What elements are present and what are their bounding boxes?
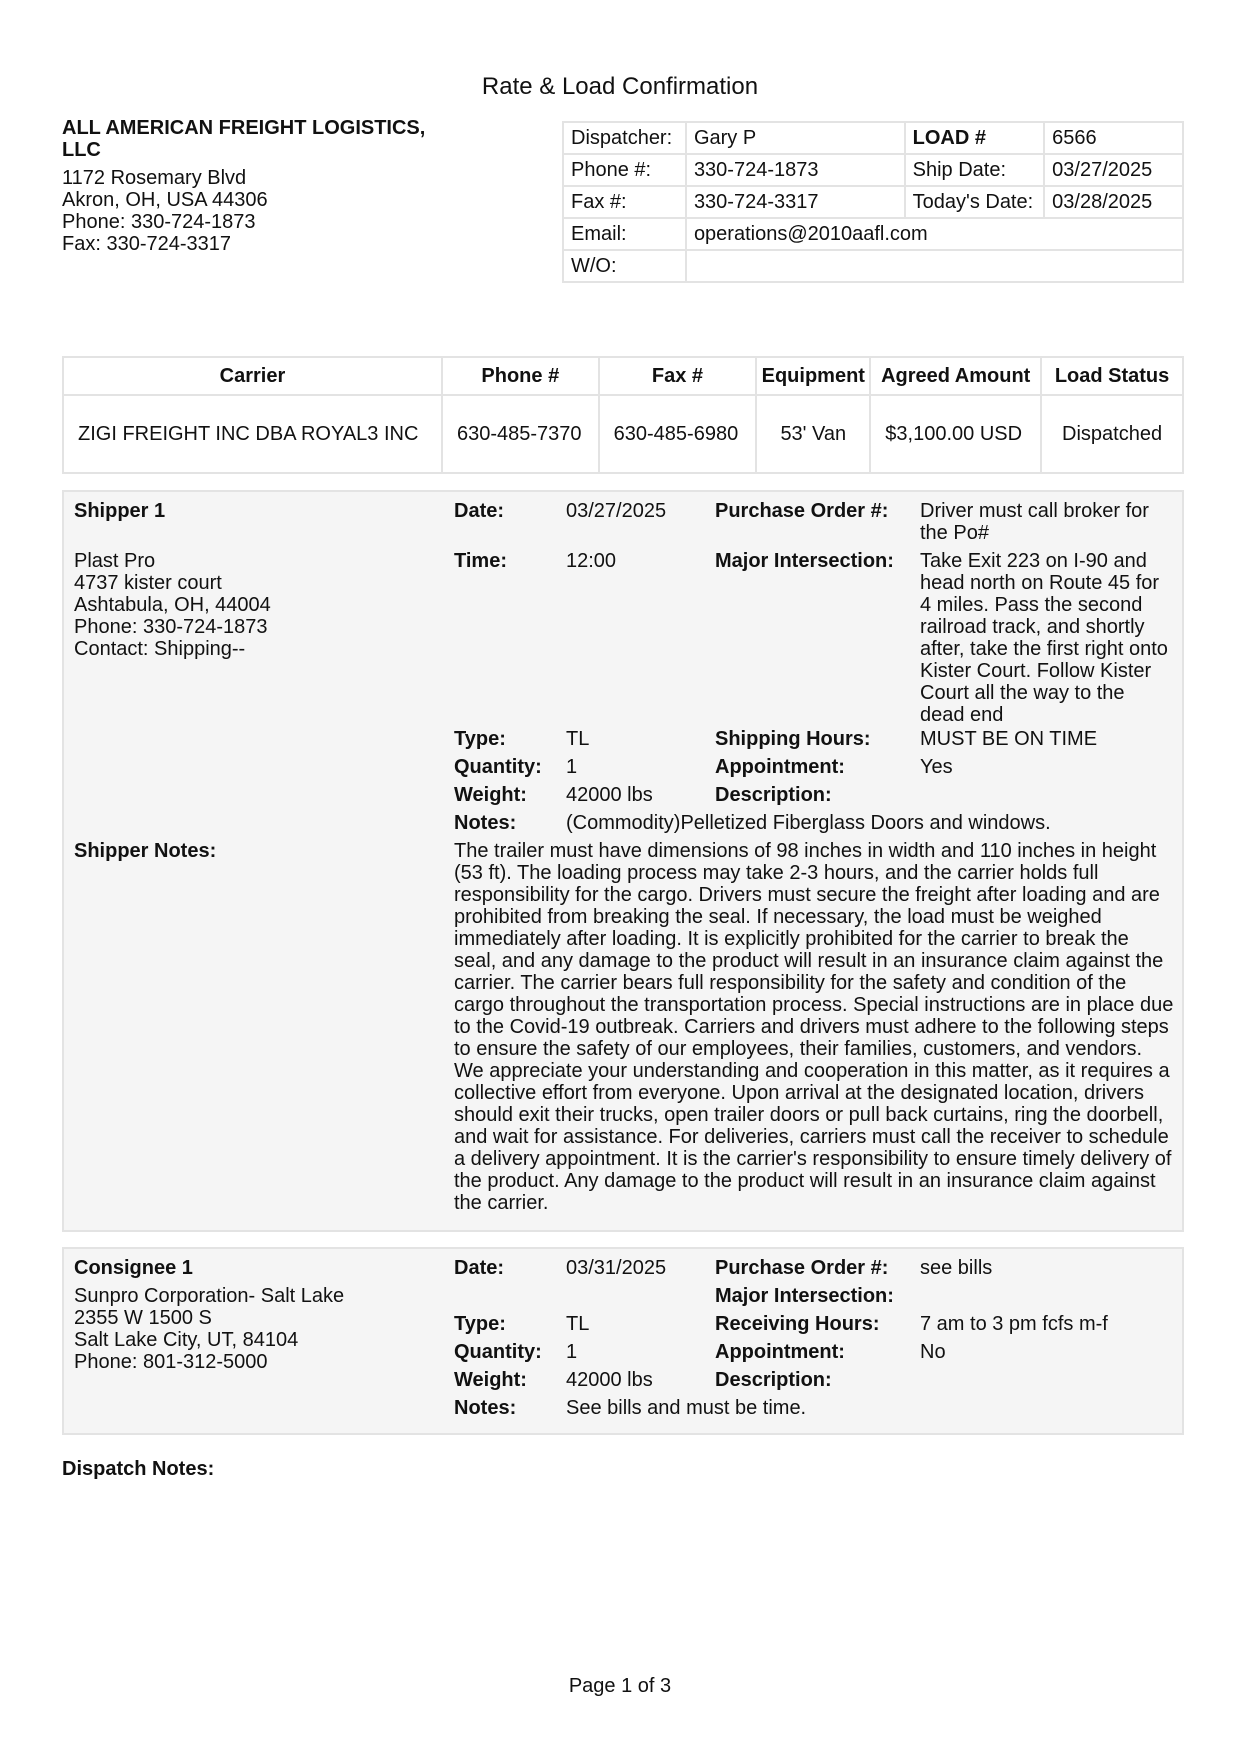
shipping-hours-value: MUST BE ON TIME xyxy=(920,728,1098,750)
document-title: Rate & Load Confirmation xyxy=(481,73,759,100)
shipper-address-line2: Ashtabula, OH, 44004 xyxy=(74,594,271,616)
shipping-hours-label: Shipping Hours: xyxy=(715,728,871,750)
dispatcher-value: Gary P xyxy=(686,122,905,154)
ship-date-label: Ship Date: xyxy=(905,154,1045,186)
load-number-value: 6566 xyxy=(1044,122,1183,154)
wo-label: W/O: xyxy=(563,250,686,282)
shipper-heading: Shipper 1 xyxy=(74,500,166,522)
consignee-po-value: see bills xyxy=(920,1257,993,1279)
carrier-fax-header: Fax # xyxy=(599,357,757,395)
consignee-appointment-label: Appointment: xyxy=(715,1341,845,1363)
consignee-notes-value: See bills and must be time. xyxy=(566,1397,807,1419)
dispatch-notes-label: Dispatch Notes: xyxy=(62,1458,215,1480)
consignee-appointment-value: No xyxy=(920,1341,946,1363)
consignee-name: Sunpro Corporation- Salt Lake xyxy=(74,1285,345,1307)
consignee-date-label: Date: xyxy=(454,1257,505,1279)
company-fax: Fax: 330-724-3317 xyxy=(62,233,232,255)
consignee-panel xyxy=(62,1247,1184,1435)
shipper-date-value: 03/27/2025 xyxy=(566,500,667,522)
shipper-appointment-label: Appointment: xyxy=(715,756,845,778)
shipper-weight-value: 42000 lbs xyxy=(566,784,653,806)
dispatch-phone-value: 330-724-1873 xyxy=(686,154,905,186)
shipper-name: Plast Pro xyxy=(74,550,156,572)
shipper-time-label: Time: xyxy=(454,550,507,572)
consignee-intersection-label: Major Intersection: xyxy=(715,1285,894,1307)
consignee-address-line1: 2355 W 1500 S xyxy=(74,1307,212,1329)
shipper-address-block xyxy=(74,550,434,660)
page-number: Page 1 of 3 xyxy=(568,1675,672,1697)
receiving-hours-value: 7 am to 3 pm fcfs m-f xyxy=(920,1313,1108,1335)
email-label: Email: xyxy=(563,218,686,250)
receiving-hours-label: Receiving Hours: xyxy=(715,1313,880,1335)
company-phone: Phone: 330-724-1873 xyxy=(62,211,256,233)
consignee-quantity-label: Quantity: xyxy=(454,1341,542,1363)
carrier-equipment: 53' Van xyxy=(756,395,870,473)
dispatcher-label: Dispatcher: xyxy=(563,122,686,154)
equipment-header: Equipment xyxy=(756,357,870,395)
consignee-heading: Consignee 1 xyxy=(74,1257,193,1279)
email-value: operations@2010aafl.com xyxy=(686,218,1183,250)
load-status-header: Load Status xyxy=(1041,357,1183,395)
shipper-time-value: 12:00 xyxy=(566,550,617,572)
consignee-weight-label: Weight: xyxy=(454,1369,527,1391)
todays-date-label: Today's Date: xyxy=(905,186,1045,218)
shipper-weight-label: Weight: xyxy=(454,784,527,806)
shipper-address-line1: 4737 kister court xyxy=(74,572,222,594)
ship-date-value: 03/27/2025 xyxy=(1044,154,1183,186)
carrier-name: ZIGI FREIGHT INC DBA ROYAL3 INC xyxy=(63,395,442,473)
consignee-address-block xyxy=(74,1285,434,1373)
shipper-notes-heading: Shipper Notes: xyxy=(74,840,217,862)
shipper-panel xyxy=(62,490,1184,1232)
shipper-contact: Contact: Shipping-- xyxy=(74,638,246,660)
agreed-amount: $3,100.00 USD xyxy=(870,395,1041,473)
company-address-line1: 1172 Rosemary Blvd xyxy=(62,167,247,189)
dispatch-fax-value: 330-724-3317 xyxy=(686,186,905,218)
dispatch-info-table xyxy=(562,121,1184,283)
shipper-quantity-value: 1 xyxy=(566,756,578,778)
wo-value xyxy=(686,250,1183,282)
consignee-phone: Phone: 801-312-5000 xyxy=(74,1351,268,1373)
carrier-header: Carrier xyxy=(63,357,442,395)
shipper-po-label: Purchase Order #: xyxy=(715,500,889,522)
carrier-fax: 630-485-6980 xyxy=(599,395,757,473)
shipper-date-label: Date: xyxy=(454,500,505,522)
shipper-type-value: TL xyxy=(566,728,590,750)
todays-date-value: 03/28/2025 xyxy=(1044,186,1183,218)
shipper-quantity-label: Quantity: xyxy=(454,756,542,778)
dispatch-fax-label: Fax #: xyxy=(563,186,686,218)
consignee-weight-value: 42000 lbs xyxy=(566,1369,653,1391)
consignee-po-label: Purchase Order #: xyxy=(715,1257,889,1279)
consignee-description-label: Description: xyxy=(715,1369,832,1391)
company-address-line2: Akron, OH, USA 44306 xyxy=(62,189,268,211)
load-number-label: LOAD # xyxy=(905,122,1045,154)
shipper-notes-value: (Commodity)Pelletized Fiberglass Doors and windows. xyxy=(566,812,1051,834)
consignee-type-value: TL xyxy=(566,1313,590,1335)
carrier-table xyxy=(62,356,1184,474)
consignee-type-label: Type: xyxy=(454,1313,506,1335)
consignee-notes-label: Notes: xyxy=(454,1397,517,1419)
company-name: ALL AMERICAN FREIGHT LOGISTICS, LLC xyxy=(62,117,426,161)
shipper-type-label: Type: xyxy=(454,728,506,750)
consignee-quantity-value: 1 xyxy=(566,1341,578,1363)
shipper-appointment-value: Yes xyxy=(920,756,953,778)
agreed-amount-header: Agreed Amount xyxy=(870,357,1041,395)
consignee-address-line2: Salt Lake City, UT, 84104 xyxy=(74,1329,299,1351)
dispatch-phone-label: Phone #: xyxy=(563,154,686,186)
load-status: Dispatched xyxy=(1041,395,1183,473)
shipper-intersection-label: Major Intersection: xyxy=(715,550,894,572)
shipper-description-label: Description: xyxy=(715,784,832,806)
shipper-phone: Phone: 330-724-1873 xyxy=(74,616,268,638)
carrier-phone-header: Phone # xyxy=(442,357,599,395)
company-block xyxy=(62,117,462,255)
shipper-po-value: Driver must call broker for the Po# xyxy=(920,500,1149,544)
shipper-notes-label: Notes: xyxy=(454,812,517,834)
shipper-intersection-value: Take Exit 223 on I-90 and head north on Route 45 for 4 miles. Pass the second railroad track, and shortly after, take the first right onto Kister Court. Follow Kister Court all the way to the dead end xyxy=(920,550,1168,726)
consignee-date-value: 03/31/2025 xyxy=(566,1257,667,1279)
shipper-notes-text: The trailer must have dimensions of 98 inches in width and 110 inches in height (53 ft). The loading process may take 2-3 hours, and the carrier holds full responsibility for the cargo. Drivers must secure the freight after loading and are prohibited from breaking the seal. If necessary, the load must be weighed immediately after loading. It is explicitly prohibited for the carrier to break the seal, and any damage to the product will result in an insurance claim against the carrier. The carrier bears full responsibility for the safety and condition of the cargo throughout the transportation process. Special instructions are in place due to the Covid-19 outbreak. Carriers and drivers must adhere to the following steps to ensure the safety of our employees, their families, customers, and vendors. We appreciate your understanding and cooperation in this matter, as it requires a collective effort from everyone. Upon arrival at the designated location, drivers should exit their trucks, open trailer doors or pull back curtains, ring the doorbell, and wait for assistance. For deliveries, carriers must call the receiver to schedule a delivery appointment. It is the carrier's responsibility to ensure timely delivery of the product. Any damage to the product will result in an insurance claim against the carrier. xyxy=(454,840,1174,1214)
carrier-phone: 630-485-7370 xyxy=(442,395,599,473)
table-row xyxy=(63,395,1183,473)
